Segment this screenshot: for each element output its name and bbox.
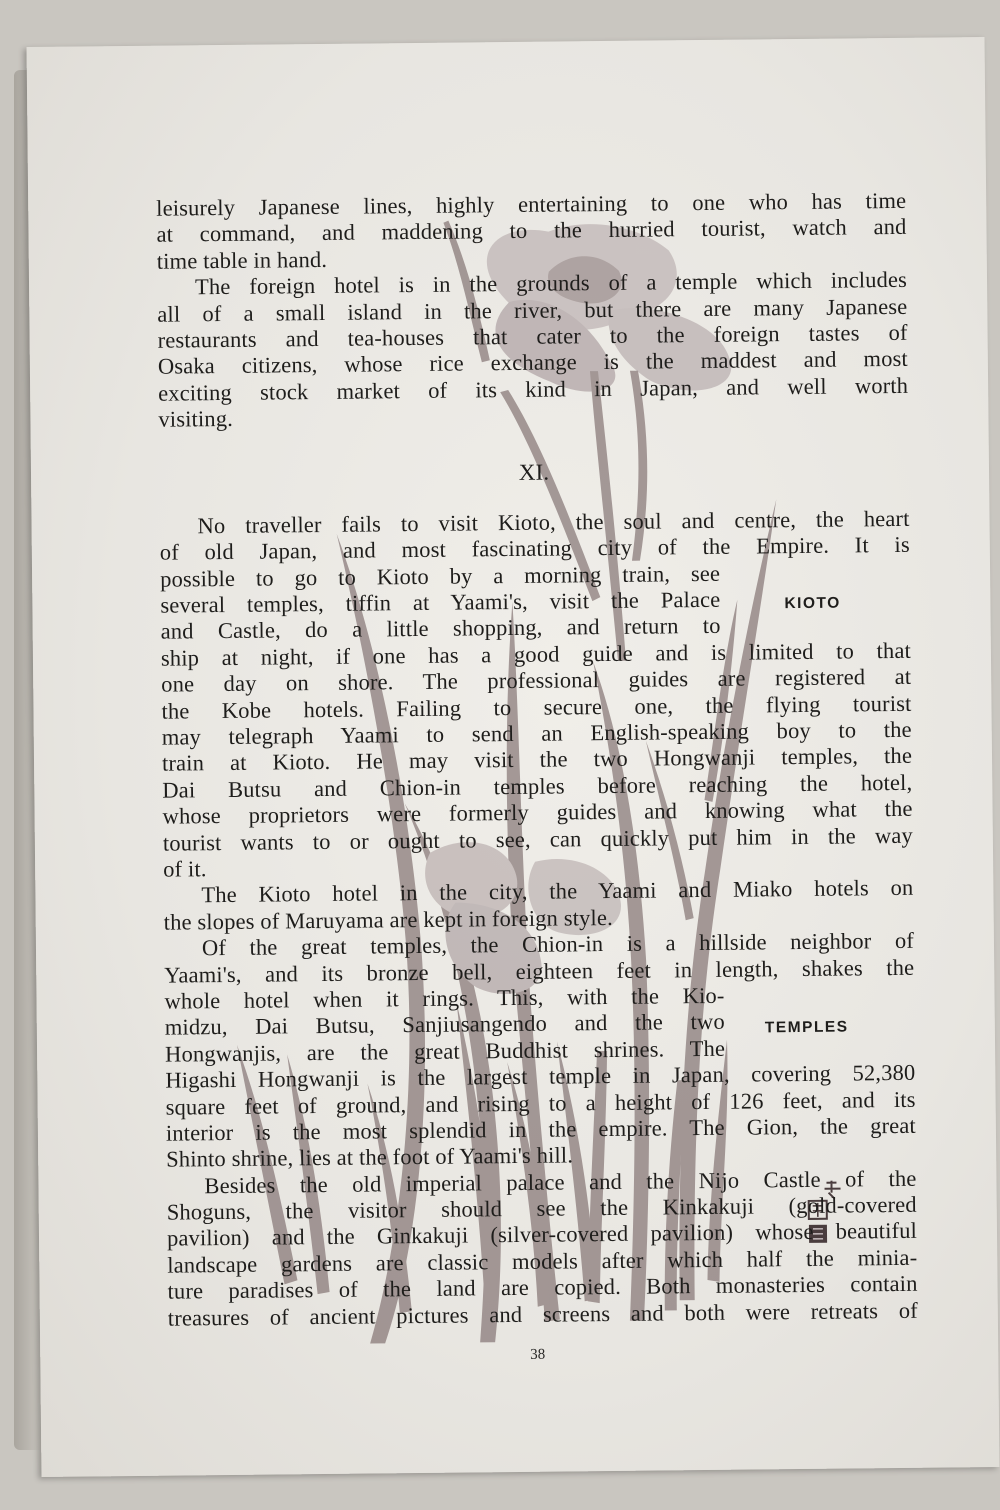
text-line: at command, and maddening to the hurried tourist, watch and xyxy=(156,214,907,248)
section-heading: XI. xyxy=(518,459,550,485)
margin-note-temples: TEMPLES xyxy=(764,1018,849,1037)
text-line: square feet of ground, and rising to a height of 126 feet, and its xyxy=(165,1086,916,1120)
text-line: Besides the old imperial palace and the Nijo Castle of the xyxy=(204,1165,917,1198)
text-line: Higashi Hongwanji is the largest temple in Japan, covering 52,380 xyxy=(165,1059,916,1093)
text-line: the Kobe hotels. Failing to secure one, the flying tourist xyxy=(161,690,912,724)
text-line: pavilion) and the Ginkakuji (silver-covered pavilion) whose beautiful xyxy=(166,1218,918,1252)
text-line: interior is the most splendid in the empire. The Gion, the great xyxy=(165,1112,917,1146)
text-line: of old Japan, and most fascinating city of the Empire. It is xyxy=(159,532,910,565)
margin-note-kioto: KIOTO xyxy=(784,594,841,613)
text-line: train at Kioto. He may visit the two Hongwanji temples, the xyxy=(161,743,913,777)
text-line: Dai Butsu and Chion-in temples before reaching the hotel, xyxy=(162,769,913,803)
text-line: leisurely Japanese lines, highly entertaining to one who has time xyxy=(156,187,907,221)
book-page xyxy=(27,37,1000,1477)
text-line: The foreign hotel is in the grounds of a temple which includes xyxy=(194,267,908,300)
text-line: Shinto shrine, lies at the foot of Yaami's hill. xyxy=(166,1142,574,1172)
text-line: Osaka citizens, whose rice exchange is the maddest and most xyxy=(157,346,908,380)
text-line: Of the great temples, the Chion-in is a hillside neighbor of xyxy=(201,927,915,961)
text-line: and Castle, do a little shopping, and return to xyxy=(160,613,721,645)
text-line: one day on shore. The professional guides are registered at xyxy=(161,664,912,697)
text-line: No traveller fails to visit Kioto, the soul and centre, the heart xyxy=(197,505,910,539)
text-line: The Kioto hotel in the city, the Yaami and Miako hotels on xyxy=(201,875,914,908)
text-line: visiting. xyxy=(158,406,234,432)
text-line: of it. xyxy=(163,856,207,882)
text-line: several temples, tiffin at Yaami's, visit the Palace xyxy=(160,586,721,618)
text-line: exciting stock market of its kind in Japan, and well worth xyxy=(158,372,909,406)
text-line: all of a small island in the river, but there are many Japanese xyxy=(157,293,908,327)
text-line: Shoguns, the visitor should see the Kinkakuji (gold-covered xyxy=(166,1191,917,1225)
body-text xyxy=(156,188,918,1332)
page-number: 38 xyxy=(530,1346,546,1363)
text-line: midzu, Dai Butsu, Sanjiusangendo and the two xyxy=(164,1009,725,1041)
text-line: restaurants and tea-houses that cater to the foreign tastes of xyxy=(157,319,908,353)
text-line: tourist wants to or ought to see, can quickly put him in the way xyxy=(162,822,913,856)
text-line: ture paradises of the land are copied. Both monasteries contain xyxy=(167,1271,918,1304)
text-line: Yaami's, and its bronze bell, eighteen feet in length, shakes the xyxy=(164,954,915,988)
text-line: landscape gardens are classic models after which half the minia- xyxy=(167,1244,918,1278)
text-line: Hongwanjis, are the great Buddhist shrines. The xyxy=(164,1035,726,1067)
text-line: possible to go to Kioto by a morning train, see xyxy=(159,560,721,592)
text-line: whose proprietors were formerly guides and knowing what the xyxy=(162,796,913,829)
text-line: whole hotel when it rings. This, with the Kio- xyxy=(164,982,725,1014)
text-line: treasures of ancient pictures and screens and both were retreats of xyxy=(167,1297,918,1331)
text-line: may telegraph Yaami to send an English-speaking boy to the xyxy=(161,716,912,750)
text-line: ship at night, if one has a good guide and is limited to that xyxy=(160,637,912,671)
text-line: the slopes of Maruyama are kept in foreign style. xyxy=(163,904,613,935)
text-line: time table in hand. xyxy=(156,246,328,274)
